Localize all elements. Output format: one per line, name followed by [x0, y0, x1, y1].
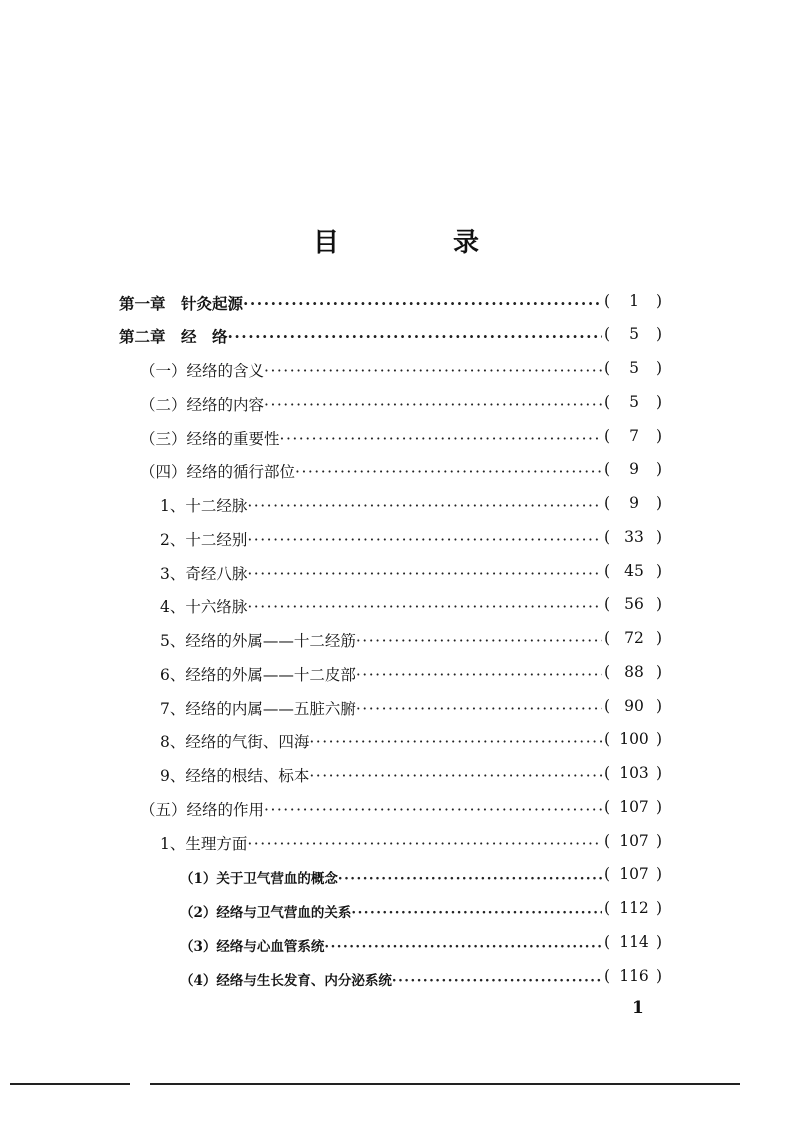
toc-entry-label: 7、经络的内属——五脏六腑 ····· — [160, 697, 602, 719]
toc-entry[interactable]: 4、十六络脉 ····· ( 56 ) — [0, 589, 792, 623]
toc-entry[interactable]: 7、经络的内属——五脏六腑 ····· ( 90 ) — [0, 691, 792, 725]
toc-entry[interactable]: （2）经络与卫气营血的关系 ····· ( 112 ) — [0, 893, 792, 927]
toc-entry[interactable]: 8、经络的气街、四海 ····· ( 100 ) — [0, 724, 792, 758]
toc-entry-label: （1）关于卫气营血的概念 ····· — [180, 867, 602, 887]
toc-entry-label: （四）经络的循行部位 ····· — [140, 460, 602, 482]
toc-entry-label: 8、经络的气街、四海 ····· — [160, 730, 602, 752]
toc-entry[interactable]: （一）经络的含义 ····· ( 5 ) — [0, 353, 792, 387]
page-number: 1 — [632, 998, 644, 1018]
toc-entry-label: 5、经络的外属——十二经筋 ····· — [160, 629, 602, 651]
toc-entry[interactable]: （四）经络的循行部位 ····· ( 9 ) — [0, 454, 792, 488]
toc-entry-label: （二）经络的内容 ····· — [140, 393, 602, 415]
toc-entry-label: 6、经络的外属——十二皮部 ····· — [160, 663, 602, 685]
toc-entry-label: 3、奇经八脉 ····· — [160, 562, 602, 584]
toc-entry-label: 4、十六络脉 ····· — [160, 595, 602, 617]
toc-entry[interactable]: （4）经络与生长发育、内分泌系统 ····· ( 116 ) — [0, 961, 792, 995]
toc-entry[interactable]: （1）关于卫气营血的概念 ····· ( 107 ) — [0, 859, 792, 893]
toc-entry-label: 9、经络的根结、标本 ····· — [160, 764, 602, 786]
toc-entry[interactable]: 第一章 针灸起源 ····· ( 1 ) — [0, 286, 792, 320]
toc-entry-label: （一）经络的含义 ····· — [140, 359, 602, 381]
toc-entry[interactable]: 6、经络的外属——十二皮部 ····· ( 88 ) — [0, 657, 792, 691]
toc-entry-label: （3）经络与心血管系统 ····· — [180, 935, 602, 955]
footer-rule-right — [150, 1083, 740, 1085]
toc-entry-label: （五）经络的作用 ····· — [140, 798, 602, 820]
toc-entry-label: 第二章 经 络 ····· — [119, 325, 602, 347]
toc-entry[interactable]: 1、生理方面 ····· ( 107 ) — [0, 826, 792, 860]
toc-entry[interactable]: 2、十二经别 ····· ( 33 ) — [0, 522, 792, 556]
toc-entry-label: （2）经络与卫气营血的关系 ····· — [180, 901, 602, 921]
toc-entry-label: （4）经络与生长发育、内分泌系统 ····· — [180, 969, 602, 989]
toc-entry[interactable]: （三）经络的重要性 ····· ( 7 ) — [0, 421, 792, 455]
toc-entry[interactable]: 3、奇经八脉 ····· ( 45 ) — [0, 556, 792, 590]
toc-entry[interactable]: 1、十二经脉 ····· ( 9 ) — [0, 488, 792, 522]
toc-entry[interactable]: 5、经络的外属——十二经筋 ····· ( 72 ) — [0, 623, 792, 657]
toc-entry-label: （三）经络的重要性 ····· — [140, 427, 602, 449]
footer-rule-left — [10, 1083, 130, 1085]
toc-entry-label: 1、生理方面 ····· — [160, 832, 602, 854]
toc-entry[interactable]: 9、经络的根结、标本 ····· ( 103 ) — [0, 758, 792, 792]
toc-entry[interactable]: （3）经络与心血管系统 ····· ( 114 ) — [0, 927, 792, 961]
toc-entry[interactable]: （五）经络的作用 ····· ( 107 ) — [0, 792, 792, 826]
toc-entry-label: 第一章 针灸起源 ····· — [119, 292, 602, 314]
toc-entry-label: 2、十二经别 ····· — [160, 528, 602, 550]
toc-entry[interactable]: （二）经络的内容 ····· ( 5 ) — [0, 387, 792, 421]
toc-entry-label: 1、十二经脉 ····· — [160, 494, 602, 516]
toc-entry[interactable]: 第二章 经 络 ····· ( 5 ) — [0, 319, 792, 353]
page-title: 目 录 — [312, 228, 523, 258]
